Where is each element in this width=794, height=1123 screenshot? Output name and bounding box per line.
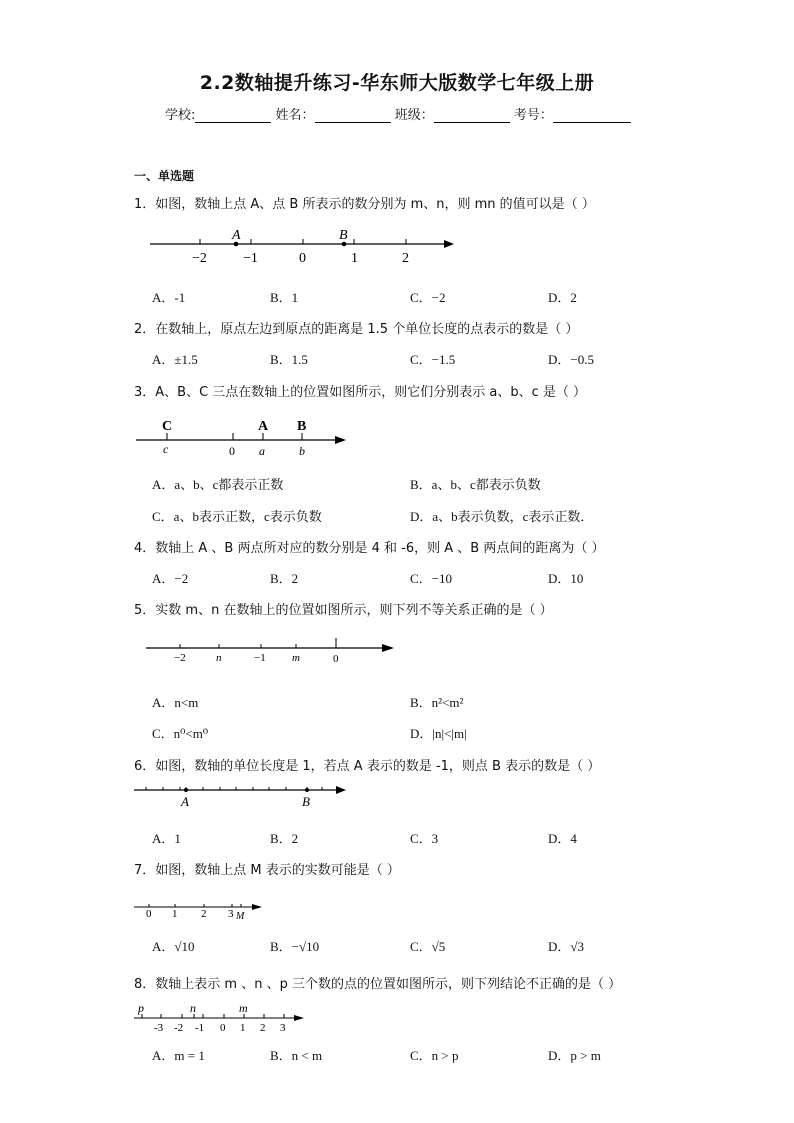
question-3-text: 3．A、B、C 三点在数轴上的位置如图所示，则它们分别表示 a、b、c 是（ ） [134, 385, 587, 400]
q6-label-a: A [181, 794, 189, 809]
q3-sub-zero: 0 [229, 444, 235, 458]
question-5-text: 5．实数 m、n 在数轴上的位置如图所示，则下列不等关系正确的是（ ） [134, 603, 553, 618]
q3-label-c: C [162, 419, 173, 434]
q4-option-a[interactable]: A．−2 [152, 571, 189, 586]
q3-sub-a: a [259, 444, 265, 458]
q6-point-a [184, 788, 188, 792]
q8-tick-label: 1 [240, 1022, 246, 1034]
q1-tick-label: 2 [402, 251, 409, 266]
name-label: 姓名： [275, 108, 315, 123]
q8-tick-label: 3 [280, 1022, 286, 1034]
q3-option-d[interactable]: D．a、b表示负数，c表示正数． [410, 509, 594, 524]
exam-no-field[interactable] [553, 108, 631, 123]
q8-option-a[interactable]: A．m = 1 [152, 1048, 205, 1063]
q3-option-a[interactable]: A．a、b、c都表示正数 [152, 477, 284, 492]
q6-number-line [132, 780, 352, 810]
class-label: 班级： [394, 108, 434, 123]
q5-option-c[interactable]: C．n⁰<m⁰ [152, 726, 209, 741]
question-1-text: 1．如图，数轴上点 A、点 B 所表示的数分别为 m、n，则 mn 的值可以是（ ） [134, 197, 595, 212]
q7-number-line [132, 898, 266, 922]
q1-option-d[interactable]: D．2 [548, 290, 577, 305]
q6-point-b [305, 788, 309, 792]
q1-tick-label: 1 [351, 251, 358, 266]
q7-option-a[interactable]: A．√10 [152, 939, 195, 954]
q4-option-d[interactable]: D．10 [548, 571, 584, 586]
q8-label-n: n [190, 1001, 196, 1015]
q7-option-b[interactable]: B．−√10 [270, 939, 320, 954]
q7-option-d[interactable]: D．√3 [548, 939, 585, 954]
q8-option-c[interactable]: C．n > p [410, 1048, 459, 1063]
q8-tick-label: -3 [154, 1022, 164, 1034]
q1-option-b[interactable]: B．1 [270, 290, 299, 305]
q5-option-d[interactable]: D．|n|<|m| [410, 726, 467, 741]
question-7-text: 7．如图，数轴上点 M 表示的实数可能是（ ） [134, 863, 400, 878]
q5-option-a[interactable]: A．n<m [152, 695, 199, 710]
q5-tick-label: n [216, 652, 222, 664]
name-field[interactable] [315, 108, 391, 123]
question-8-text: 8．数轴上表示 m 、n 、p 三个数的点的位置如图所示，则下列结论不正确的是（ ） [134, 977, 622, 992]
q1-label-b: B [339, 228, 348, 243]
class-field[interactable] [434, 108, 510, 123]
q8-option-b[interactable]: B．n < m [270, 1048, 323, 1063]
q1-tick-label: −2 [192, 251, 207, 266]
q7-tick-label: 0 [146, 908, 152, 920]
q2-option-a[interactable]: A．±1.5 [152, 352, 198, 367]
q3-option-b[interactable]: B．a、b、c都表示负数 [410, 477, 541, 492]
school-label: 学校: [165, 108, 196, 123]
q5-tick-label: −1 [254, 652, 266, 664]
q1-tick-label: 0 [299, 251, 306, 266]
q3-label-a: A [258, 419, 269, 434]
q4-option-b[interactable]: B．2 [270, 571, 299, 586]
q2-option-b[interactable]: B．1.5 [270, 352, 308, 367]
q6-option-c[interactable]: C．3 [410, 831, 439, 846]
q3-number-line [134, 414, 354, 458]
q6-option-d[interactable]: D．4 [548, 831, 577, 846]
q6-label-b: B [302, 794, 310, 809]
q8-option-d[interactable]: D．p > m [548, 1048, 601, 1063]
question-2-text: 2．在数轴上，原点左边到原点的距离是 1.5 个单位长度的点表示的数是（ ） [134, 322, 579, 337]
q5-tick-label: −2 [174, 652, 186, 664]
q8-tick-label: -1 [195, 1022, 205, 1034]
q8-label-p: p [138, 1001, 144, 1015]
q8-tick-label: 2 [260, 1022, 266, 1034]
q5-tick-label: m [292, 652, 300, 664]
q2-option-c[interactable]: C．−1.5 [410, 352, 456, 367]
section-heading: 一、单选题 [134, 169, 195, 183]
q3-sub-b: b [299, 444, 305, 458]
q6-option-a[interactable]: A．1 [152, 831, 181, 846]
q1-option-c[interactable]: C．−2 [410, 290, 446, 305]
q3-label-b: B [297, 419, 307, 434]
q1-number-line [148, 226, 458, 266]
student-info-line [165, 104, 631, 123]
q5-option-b[interactable]: B．n²<m² [410, 695, 464, 710]
q3-sub-c: c [163, 442, 169, 456]
q1-tick-label: −1 [243, 251, 258, 266]
q7-option-c[interactable]: C．√5 [410, 939, 446, 954]
q4-option-c[interactable]: C．−10 [410, 571, 453, 586]
q7-tick-label: 1 [172, 908, 178, 920]
question-4-text: 4．数轴上 A 、B 两点所对应的数分别是 4 和 -6，则 A 、B 两点间的距离为（ ） [134, 541, 605, 556]
q8-number-line [132, 1000, 312, 1036]
q1-label-a: A [232, 228, 241, 243]
page-title: 2.2数轴提升练习-华东师大版数学七年级上册 [199, 72, 595, 94]
q8-label-m: m [239, 1001, 248, 1015]
q7-tick-label: 3 [228, 908, 234, 920]
q2-option-d[interactable]: D．−0.5 [548, 352, 594, 367]
exam-no-label: 考号： [513, 108, 553, 123]
q8-tick-label: -2 [174, 1022, 184, 1034]
question-6-text: 6．如图，数轴的单位长度是 1，若点 A 表示的数是 -1，则点 B 表示的数是（ ） [134, 759, 601, 774]
q5-tick-label: 0 [333, 653, 339, 665]
q7-label-m: M [236, 911, 245, 922]
q8-tick-label: 0 [220, 1022, 226, 1034]
q5-number-line [144, 636, 400, 668]
q6-option-b[interactable]: B．2 [270, 831, 299, 846]
q7-tick-label: 2 [201, 908, 207, 920]
q3-option-c[interactable]: C．a、b表示正数，c表示负数 [152, 509, 322, 524]
q1-option-a[interactable]: A．-1 [152, 290, 186, 305]
school-field[interactable] [195, 108, 271, 123]
